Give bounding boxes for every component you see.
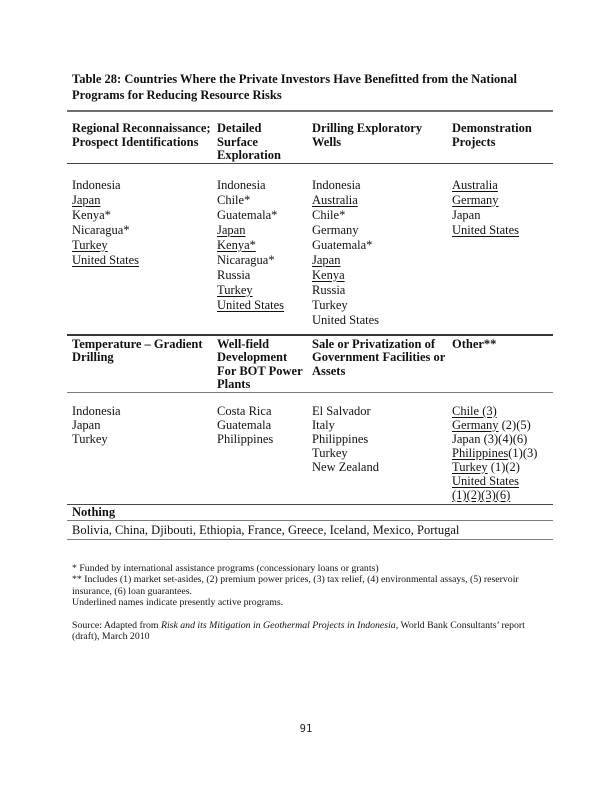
country-text: El Salvador (312, 403, 371, 418)
country-item (452, 404, 549, 418)
country-item (452, 418, 549, 432)
country-item (452, 178, 549, 193)
country-text: United States (452, 222, 520, 237)
header-line: Government Facilities or (312, 350, 446, 364)
country-item (312, 283, 452, 298)
table-header-row-1 (72, 122, 549, 163)
source-prefix: Source: Adapted from (72, 619, 161, 631)
country-text: Philippines (312, 431, 369, 446)
country-text: Guatemala* (312, 237, 373, 252)
country-text: (1)(2)(3)(6) (452, 487, 511, 502)
header-line: Development (217, 350, 288, 364)
nothing-row-label: Nothing (72, 504, 116, 519)
column-header-temperature-gradient-drilling (72, 338, 217, 392)
country-item (312, 178, 452, 193)
country-item (72, 253, 217, 268)
country-text: Turkey (72, 431, 108, 446)
country-text: Germany (312, 222, 359, 237)
country-item (217, 253, 312, 268)
table-cell-well-field-development (217, 404, 312, 502)
country-text: Guatemala* (217, 207, 278, 222)
country-item (312, 253, 452, 268)
country-item (312, 223, 452, 238)
country-item (452, 223, 549, 238)
footnote-star: * Funded by international assistance programs (concessionary loans or grants) (72, 562, 379, 574)
country-item (312, 193, 452, 208)
country-text: Costa Rica (217, 403, 272, 418)
country-text: Kenya* (217, 237, 256, 252)
table-data-row-1 (72, 164, 549, 334)
country-text: Italy (312, 417, 335, 432)
footnotes (72, 563, 549, 609)
country-item (72, 208, 217, 223)
column-header-regional-reconnaissance (72, 122, 217, 163)
country-item (452, 432, 549, 446)
table-title-line-2: Programs for Reducing Resource Risks (72, 87, 282, 102)
header-line: Temperature – Gradient (72, 336, 203, 351)
country-item (217, 418, 312, 432)
country-item (217, 193, 312, 208)
country-text: Guatemala (217, 417, 272, 432)
country-item (72, 178, 217, 193)
header-line: Prospect Identifications (72, 134, 199, 149)
country-text: Turkey (312, 297, 348, 312)
country-text: Japan (72, 417, 101, 432)
source-note-line-1 (72, 620, 549, 632)
country-text: Japan (3)(4)(6) (452, 431, 528, 446)
country-text: United States (452, 473, 520, 488)
table-cell-temperature-gradient-drilling (72, 404, 217, 502)
table-cell-drilling-exploratory-wells (312, 178, 452, 328)
country-text: Chile* (312, 207, 346, 222)
country-text: Germany (452, 192, 499, 207)
header-line: Plants (217, 377, 251, 391)
country-text: Indonesia (217, 177, 266, 192)
table-cell-regional-reconnaissance (72, 178, 217, 328)
country-text: Japan (217, 222, 246, 237)
country-item (72, 432, 217, 446)
country-text: United States (72, 252, 140, 267)
country-item (312, 418, 452, 432)
country-item (452, 208, 549, 223)
country-item (452, 193, 549, 208)
column-header-sale-or-privatization (312, 338, 452, 392)
country-item (217, 238, 312, 253)
country-item (217, 268, 312, 283)
table-header-row-2 (72, 336, 549, 392)
column-header-well-field-development (217, 338, 312, 392)
header-line: Demonstration (452, 121, 532, 135)
nothing-row-countries: Bolivia, China, Djibouti, Ethiopia, France, Greece, Iceland, Mexico, Portugal (72, 522, 460, 537)
country-text: Nicaragua* (72, 222, 130, 237)
footnote-double-star-line-1: ** Includes (1) market set-asides, (2) premium power prices, (3) tax relief, (4) environmental assays, (5) reservoir (72, 574, 519, 586)
table-data-row-2 (72, 393, 549, 504)
country-text: Turkey (217, 282, 253, 297)
header-line: Assets (312, 363, 346, 378)
country-item (217, 208, 312, 223)
country-item (312, 432, 452, 446)
table-cell-other (452, 404, 549, 502)
country-text: United States (217, 297, 285, 312)
country-item (217, 404, 312, 418)
country-item (217, 178, 312, 193)
header-line: Exploration (217, 148, 281, 162)
country-text: Turkey (452, 459, 488, 474)
country-text: (2)(5) (498, 417, 531, 432)
country-text: (1)(3) (508, 445, 538, 460)
source-suffix: , World Bank Consultants’ report (395, 619, 525, 631)
column-header-detailed-surface-exploration (217, 122, 312, 163)
table-title (72, 72, 549, 103)
table-title-line-1: Table 28: Countries Where the Private Investors Have Benefitted from the National (72, 72, 517, 86)
country-text: New Zealand (312, 459, 379, 474)
country-text: Turkey (72, 237, 108, 252)
country-text: Australia (312, 192, 358, 207)
country-item (452, 474, 549, 488)
header-line: Regional Reconnaissance; (72, 121, 211, 135)
country-item (312, 208, 452, 223)
footnote-underline-note: Underlined names indicate presently active programs. (72, 597, 284, 609)
country-text: Russia (217, 267, 251, 282)
table-bottom-divider (67, 539, 553, 540)
table-cell-sale-or-privatization (312, 404, 452, 502)
header-line: Other** (452, 336, 497, 351)
country-item (72, 223, 217, 238)
country-item (72, 418, 217, 432)
country-text: (1)(2) (487, 459, 520, 474)
country-item (217, 432, 312, 446)
country-item (312, 404, 452, 418)
footnote-double-star-line-2: insurance, (6) loan guarantees. (72, 585, 192, 597)
country-item (217, 223, 312, 238)
country-item (72, 238, 217, 253)
header-line: Sale or Privatization of (312, 336, 436, 351)
country-item (312, 238, 452, 253)
source-note-line-2: (draft), March 2010 (72, 631, 150, 643)
header-line: Detailed (217, 121, 262, 135)
country-text: Japan (312, 252, 341, 267)
header-line: Drilling (72, 350, 114, 364)
country-text: Chile* (217, 192, 251, 207)
country-text: Philippines (217, 431, 274, 446)
country-item (217, 298, 312, 313)
column-header-demonstration-projects (452, 122, 549, 163)
source-report-title: Risk and its Mitigation in Geothermal Projects in Indonesia (160, 619, 396, 631)
country-text: United States (312, 312, 380, 327)
country-text: Japan (452, 207, 481, 222)
country-text: Indonesia (72, 403, 121, 418)
page-number: 91 (299, 723, 313, 735)
column-header-other (452, 338, 549, 392)
source-note (72, 620, 549, 643)
country-item (312, 460, 452, 474)
country-item (72, 404, 217, 418)
country-item (312, 313, 452, 328)
header-line: Surface (217, 134, 258, 149)
header-line: For BOT Power (217, 363, 303, 378)
header-line: Well-field (217, 336, 270, 351)
country-text: Indonesia (72, 177, 121, 192)
country-text: Nicaragua* (217, 252, 275, 267)
country-item (217, 283, 312, 298)
country-text: Japan (72, 192, 101, 207)
country-item (452, 488, 549, 502)
header-line: Wells (312, 134, 342, 149)
column-header-drilling-exploratory-wells (312, 122, 452, 163)
country-item (452, 446, 549, 460)
country-item (312, 446, 452, 460)
country-text: Indonesia (312, 177, 361, 192)
country-item (452, 460, 549, 474)
country-text: Kenya (312, 267, 345, 282)
table-cell-detailed-surface-exploration (217, 178, 312, 328)
country-item (312, 268, 452, 283)
country-item (72, 193, 217, 208)
document-page (72, 72, 549, 643)
table-cell-demonstration-projects (452, 178, 549, 328)
country-text: Australia (452, 177, 498, 192)
header-line: Drilling Exploratory (312, 121, 423, 135)
country-text: Chile (3) (452, 403, 497, 418)
country-text: Turkey (312, 445, 348, 460)
title-divider (67, 110, 553, 112)
country-text: Philippines (452, 445, 509, 460)
country-text: Kenya* (72, 207, 111, 222)
country-item (312, 298, 452, 313)
country-text: Germany (452, 417, 499, 432)
header-line: Projects (452, 134, 496, 149)
country-text: Russia (312, 282, 346, 297)
